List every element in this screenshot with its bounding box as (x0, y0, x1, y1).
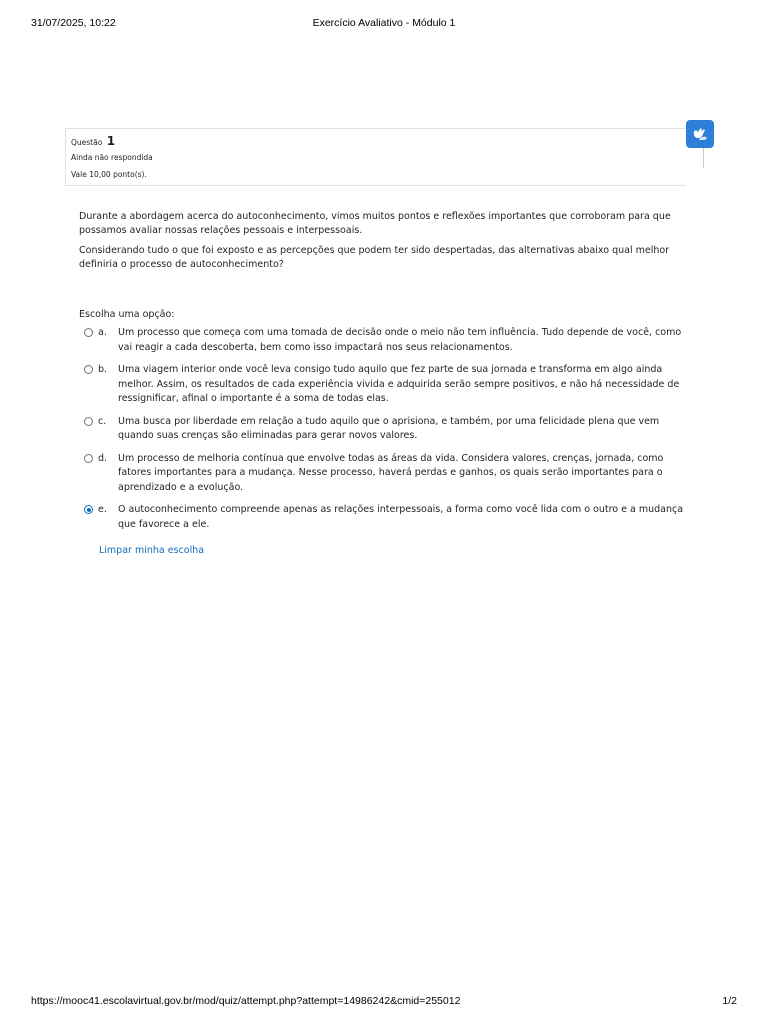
print-title: Exercício Avaliativo - Módulo 1 (312, 17, 456, 29)
question-info-box (65, 128, 686, 186)
answer-text[interactable]: Uma viagem interior onde você leva consigo tudo aquilo que fez parte de sua jornada e transforma em algo ainda melhor. Assim, os resultados de cada experiência vivida e adquirida serão sempre positivos, e não há necessidade de ressignificar, afinal o importante é a soma de todas elas. (118, 364, 680, 404)
sign-language-hands-icon (691, 126, 709, 142)
question-number-value: 1 (106, 134, 116, 148)
accessibility-divider (703, 148, 704, 168)
print-page-number: 1/2 (722, 995, 737, 1007)
answer-option-d[interactable] (84, 452, 694, 496)
answer-letter: d. (98, 452, 108, 464)
answer-letter: a. (98, 327, 107, 338)
answer-text[interactable]: O autoconhecimento compreende apenas as relações interpessoais, a forma como você lida com o outro e a mudança que favorece a ele. (118, 504, 684, 530)
answer-text[interactable]: Um processo de melhoria contínua que envolve todas as áreas da vida. Considera valores, crenças, jornada, como fatores importantes para a mudança. Nesse processo, haverá perdas e ganhos, os quais serão importantes para o aprendizado e a evolução. (118, 452, 664, 493)
question-label: Questão (71, 138, 103, 147)
answer-option-b[interactable] (84, 363, 694, 407)
print-footer (31, 995, 737, 1009)
clear-choice-link[interactable]: Limpar minha escolha (99, 545, 205, 556)
question-paragraph-1: Durante a abordagem acerca do autoconhecimento, vimos muitos pontos e reflexões importantes que corroboram para que possamos avaliar nossas relações pessoais e interpessoais. (79, 211, 671, 236)
radio-b[interactable] (84, 365, 93, 374)
answer-option-c[interactable] (84, 415, 694, 444)
answer-option-e[interactable] (84, 503, 694, 532)
answer-text[interactable]: Uma busca por liberdade em relação a tudo aquilo que o aprisiona, e também, por uma felicidade plena que vem quando suas crenças são eliminadas para gerar novos valores. (118, 415, 660, 441)
answer-text[interactable]: Um processo que começa com uma tomada de decisão onde o meio não tem influência. Tudo depende de você, como vai reagir a cada descoberta, bem como isso impactará nos seus relacionamentos. (118, 327, 682, 353)
answer-letter: c. (98, 415, 107, 427)
answer-letter: e. (98, 504, 107, 515)
radio-c[interactable] (84, 417, 93, 426)
question-text (79, 210, 689, 278)
answer-letter: b. (98, 364, 108, 375)
question-paragraph-2: Considerando tudo o que foi exposto e as percepções que podem ter sido despertadas, das alternativas abaixo qual melhor definiria o processo de autoconhecimento? (79, 245, 670, 270)
print-date: 31/07/2025, 10:22 (31, 17, 116, 29)
print-header (31, 17, 737, 31)
accessibility-button[interactable] (686, 120, 714, 148)
answer-list (84, 326, 694, 540)
radio-a[interactable] (84, 328, 93, 337)
answer-prompt: Escolha uma opção: (79, 309, 175, 320)
print-url: https://mooc41.escolavirtual.gov.br/mod/quiz/attempt.php?attempt=14986242&cmid=255012 (31, 995, 461, 1007)
radio-d[interactable] (84, 454, 93, 463)
radio-e[interactable] (84, 505, 93, 514)
answer-option-a[interactable] (84, 326, 694, 355)
question-grade: Vale 10,00 ponto(s). (71, 170, 147, 179)
question-number (71, 134, 115, 148)
question-state: Ainda não respondida (71, 153, 153, 162)
